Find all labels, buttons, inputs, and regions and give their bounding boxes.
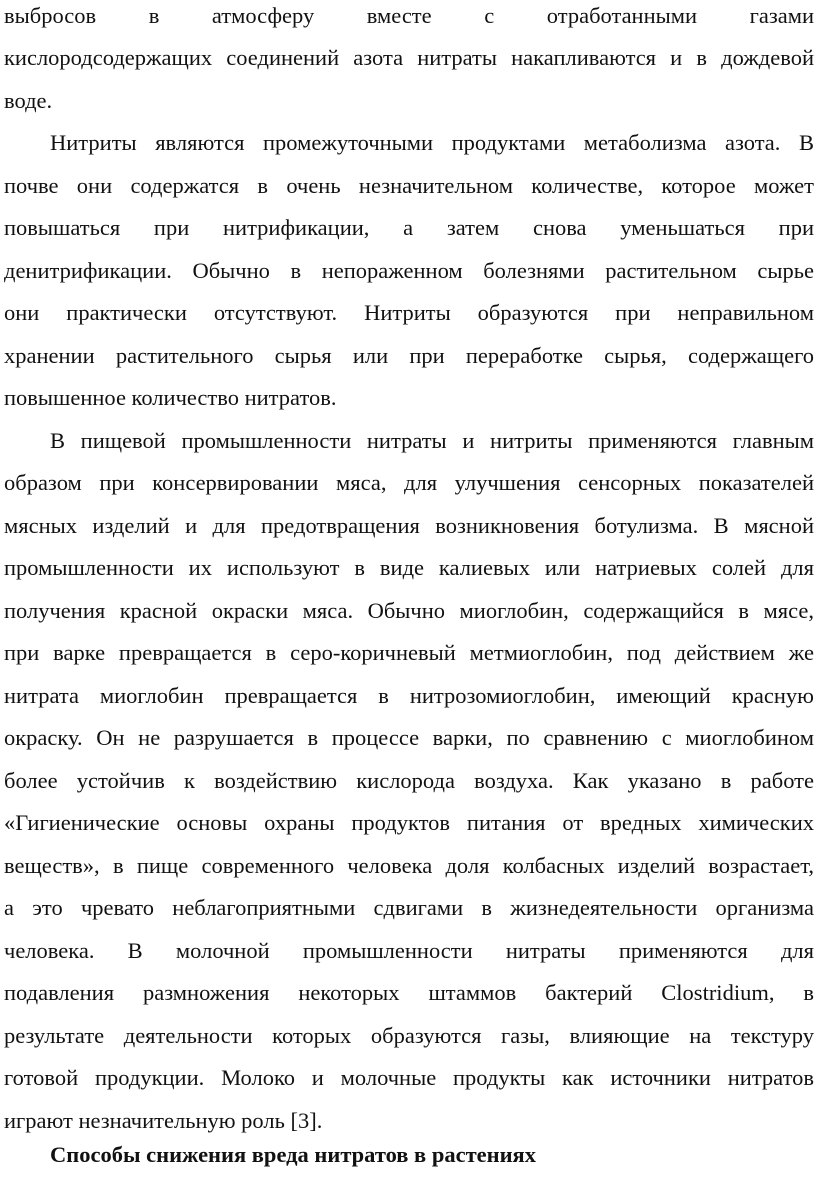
text-line: кислородсодержащих соединений азота нитраты накапливаются и в дождевой: [4, 45, 814, 70]
text-line: подавления размножения некоторых штаммов бактерий Clostridium, в: [4, 980, 814, 1005]
text-line: играют незначительную роль [3].: [4, 1108, 323, 1133]
text-line: почве они содержатся в очень незначительном количестве, которое может: [4, 173, 814, 198]
text-line: хранении растительного сырья или при переработке сырья, содержащего: [4, 343, 814, 368]
text-line: окраску. Он не разрушается в процессе варки, по сравнению с миоглобином: [4, 725, 814, 750]
text-line: а это чревато неблагоприятными сдвигами в жизнедеятельности организма: [4, 895, 814, 920]
text-line: веществ», в пище современного человека доля колбасных изделий возрастает,: [4, 853, 814, 878]
text-line: они практически отсутствуют. Нитриты образуются при неправильном: [4, 300, 814, 325]
text-line: более устойчив к воздействию кислорода воздуха. Как указано в работе: [4, 768, 814, 793]
text-line: результате деятельности которых образуются газы, влияющие на текстуру: [4, 1023, 814, 1048]
text-line: образом при консервировании мяса, для улучшения сенсорных показателей: [4, 470, 814, 495]
text-line: человека. В молочной промышленности нитраты применяются для: [4, 938, 814, 963]
text-line: мясных изделий и для предотвращения возникновения ботулизма. В мясной: [4, 513, 814, 538]
text-line: Нитриты являются промежуточными продуктами метаболизма азота. В: [50, 130, 814, 155]
text-line: готовой продукции. Молоко и молочные продукты как источники нитратов: [4, 1065, 814, 1090]
text-line: денитрификации. Обычно в непораженном болезнями растительном сырье: [4, 258, 814, 283]
text-line: выбросов в атмосферу вместе с отработанными газами: [4, 3, 814, 28]
text-line: нитрата миоглобин превращается в нитрозомиоглобин, имеющий красную: [4, 683, 814, 708]
text-line: воде.: [4, 88, 53, 113]
text-line: В пищевой промышленности нитраты и нитриты применяются главным: [50, 428, 814, 453]
text-line: получения красной окраски мяса. Обычно миоглобин, содержащийся в мясе,: [4, 598, 814, 623]
text-line: при варке превращается в серо-коричневый метмиоглобин, под действием же: [4, 640, 814, 665]
section-heading: Способы снижения вреда нитратов в растениях: [50, 1142, 536, 1167]
text-line: повышаться при нитрификации, а затем снова уменьшаться при: [4, 215, 814, 240]
text-line: промышленности их используют в виде калиевых или натриевых солей для: [4, 555, 814, 580]
text-line: «Гигиенические основы охраны продуктов питания от вредных химических: [4, 810, 814, 835]
text-line: повышенное количество нитратов.: [4, 385, 337, 410]
